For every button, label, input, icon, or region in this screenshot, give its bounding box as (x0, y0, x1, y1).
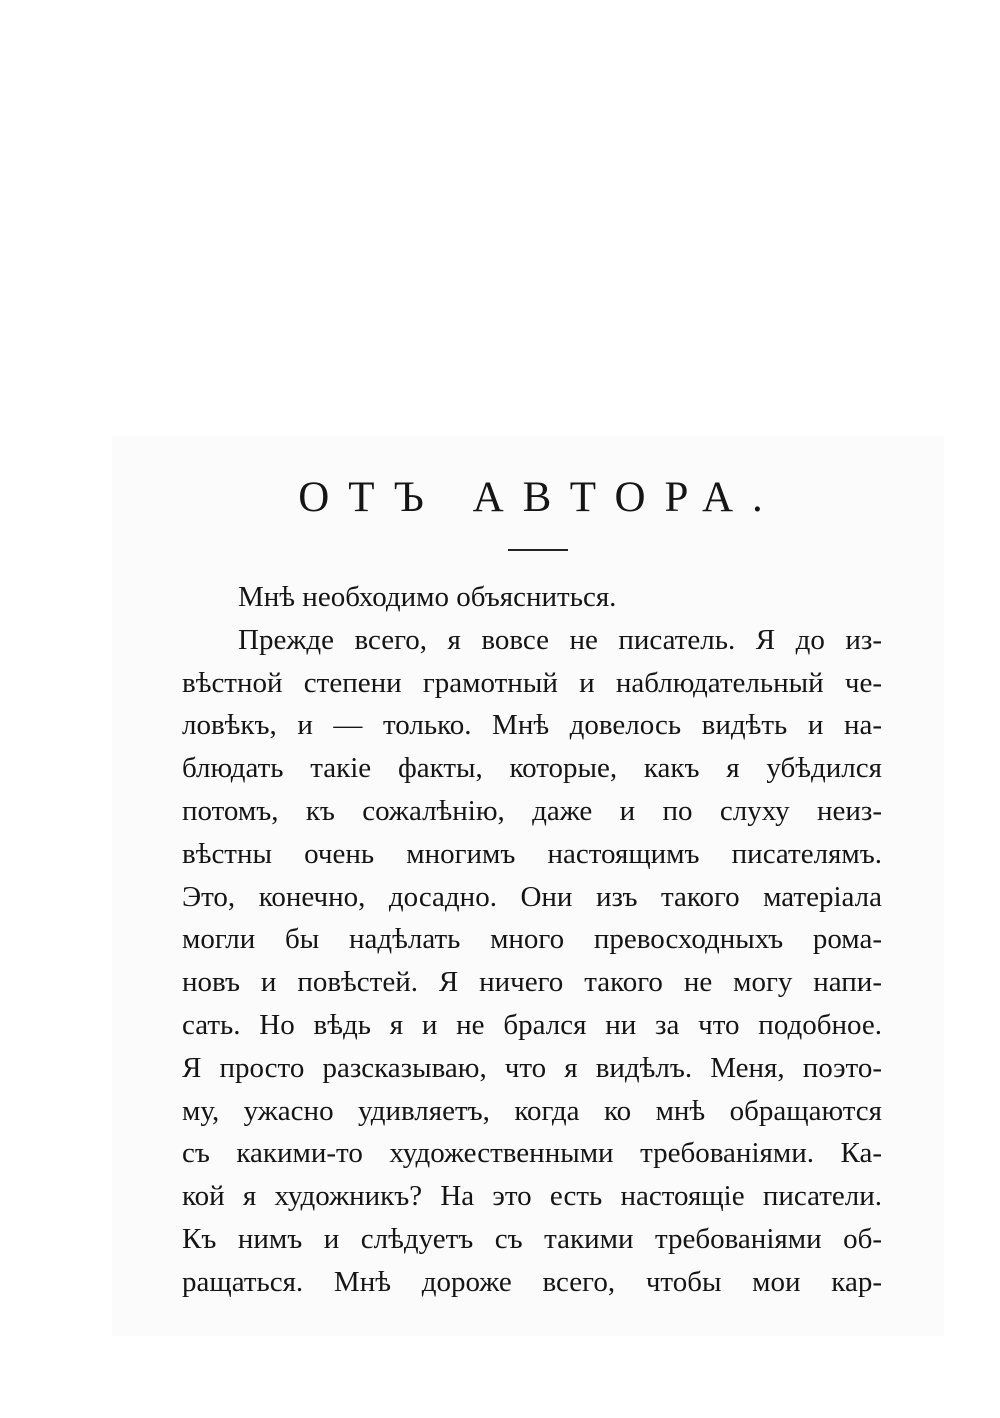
text-line: вѣстны очень многимъ настоящимъ писателямъ. (182, 837, 882, 870)
title-divider (508, 549, 568, 551)
text-line: потомъ, къ сожалѣнію, даже и по слуху неиз- (182, 794, 882, 827)
text-line: кой я художникъ? На это есть настоящіе писатели. (182, 1180, 882, 1213)
text-line: ращаться. Мнѣ дороже всего, чтобы мои кар- (182, 1265, 882, 1298)
text-line: Мнѣ необходимо объясниться. (238, 581, 617, 613)
text-line: ловѣкъ, и — только. Мнѣ довелось видѣть и на- (182, 709, 882, 742)
chapter-title: ОТЪ АВТОРА. (298, 474, 782, 521)
text-line: съ какими-то художественными требованіями. Ка- (182, 1137, 882, 1170)
text-line: новъ и повѣстей. Я ничего такого не могу напи- (182, 966, 882, 999)
text-line: могли бы надѣлать много превосходныхъ рома- (182, 923, 882, 956)
body-text (182, 576, 882, 1304)
text-line: Это, конечно, досадно. Они изъ такого матеріала (182, 880, 882, 913)
text-line: сать. Но вѣдь я и не брался ни за что подобное. (182, 1008, 882, 1041)
text-line: вѣстной степени грамотный и наблюдательный че- (182, 666, 882, 699)
text-line: блюдать такіе факты, которые, какъ я убѣдился (182, 752, 882, 785)
text-line: Я просто разсказываю, что я видѣлъ. Меня, поэто- (182, 1051, 882, 1084)
text-line: Прежде всего, я вовсе не писатель. Я до из- (238, 623, 882, 656)
text-line: му, ужасно удивляетъ, когда ко мнѣ обращаются (182, 1094, 882, 1127)
text-line: Къ нимъ и слѣдуетъ съ такими требованіями об- (182, 1222, 882, 1255)
